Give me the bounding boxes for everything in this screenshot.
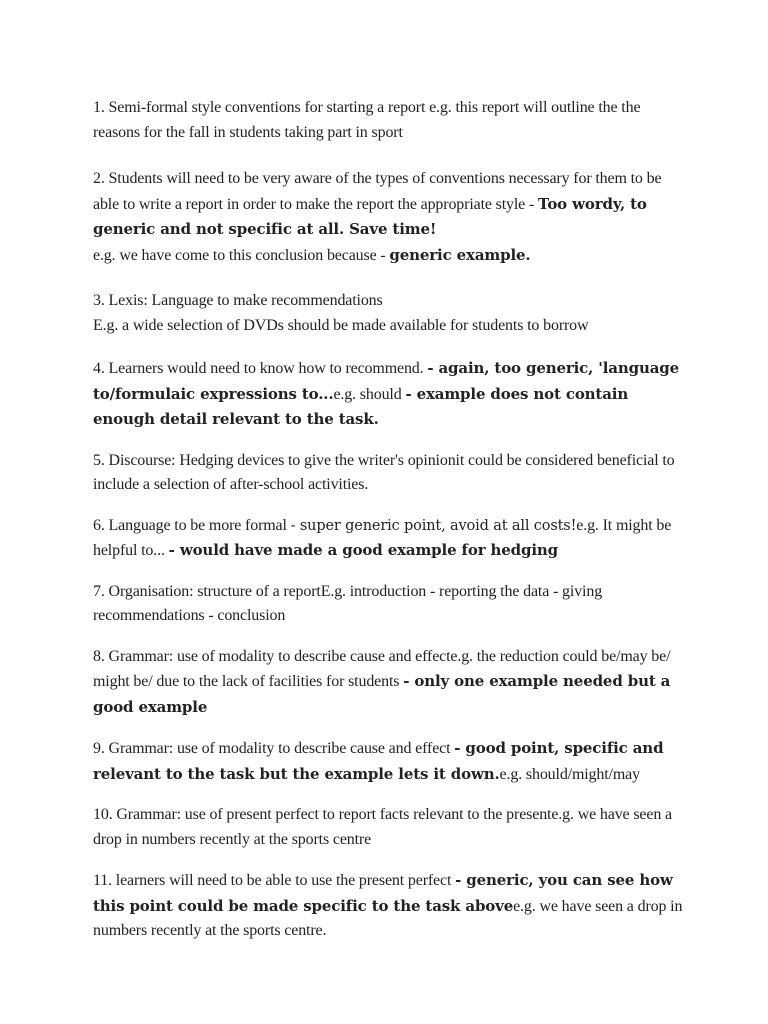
- item-text: 6. Language to be more formal: [93, 516, 291, 534]
- item-text: 3. Lexis: Language to make recommendations: [93, 292, 383, 309]
- feedback-comment: - again, too generic, 'language to/formulaic expressions to...: [93, 359, 679, 403]
- list-item-9: [93, 736, 688, 787]
- list-item-11: [93, 868, 688, 944]
- item-text: 11. learners will need to be able to use the present perfect: [93, 872, 456, 889]
- example-text: e.g. It might be helpful to...: [93, 516, 672, 559]
- list-item-3: [93, 289, 688, 338]
- list-item-7: [93, 580, 688, 629]
- item-text: 5. Discourse: Hedging devices to give the writer's opinionit could be considered beneficial to include a selection of after-school activities.: [93, 451, 675, 493]
- example-text: e.g. should/might/may: [499, 765, 640, 783]
- feedback-comment: - would have made a good example for hedging: [168, 541, 558, 559]
- list-item-6: [93, 514, 688, 564]
- feedback-comment: - generic, you can see how this point could be made specific to the task above: [93, 871, 673, 915]
- example-text: e.g. we have seen a drop in numbers recently at the sports centre.: [93, 897, 683, 939]
- list-item-5: [93, 449, 688, 498]
- list-item-4: [93, 356, 688, 433]
- list-item-8: [93, 645, 688, 721]
- example-text: E.g. a wide selection of DVDs should be made available for students to borrow: [93, 316, 589, 334]
- feedback-comment: - super generic point, avoid at all costs!: [290, 517, 577, 534]
- list-item-2: [93, 167, 688, 268]
- list-item-10: [93, 803, 688, 852]
- example-text: e.g. we have come to this conclusion because -: [93, 246, 390, 264]
- item-text: 4. Learners would need to know how to recommend.: [93, 360, 428, 377]
- item-text: 1. Semi-formal style conventions for starting a report e.g. this report will outline the the reasons for the fall in students taking part in sport: [93, 99, 641, 141]
- feedback-comment: generic example.: [389, 245, 531, 264]
- feedback-comment: - only one example needed but a good example: [93, 672, 671, 716]
- item-text: 9. Grammar: use of modality to describe cause and effect: [93, 740, 455, 757]
- item-text: 7. Organisation: structure of a reportE.g. introduction - reporting the data - giving recommendations - conclusion: [93, 582, 603, 624]
- feedback-comment: Too wordy, to generic and not specific at all. Save time!: [93, 194, 647, 238]
- feedback-comment: - good point, specific and relevant to the task but the example lets it down.: [93, 739, 664, 783]
- example-text: e.g. should: [333, 385, 406, 403]
- item-text: 10. Grammar: use of present perfect to report facts relevant to the presente.g. we have seen a drop in numbers recently at the sports centre: [93, 806, 672, 848]
- item-text: 8. Grammar: use of modality to describe cause and effecte.g. the reduction could be/may be/ might be/ due to the lack of facilities for students: [93, 647, 671, 690]
- feedback-comment: - example does not contain enough detail relevant to the task.: [93, 384, 629, 428]
- item-text: 2. Students will need to be very aware of the types of conventions necessary for them to be able to write a report in order to make the report the appropriate style -: [93, 170, 662, 213]
- list-item-1: [93, 96, 688, 145]
